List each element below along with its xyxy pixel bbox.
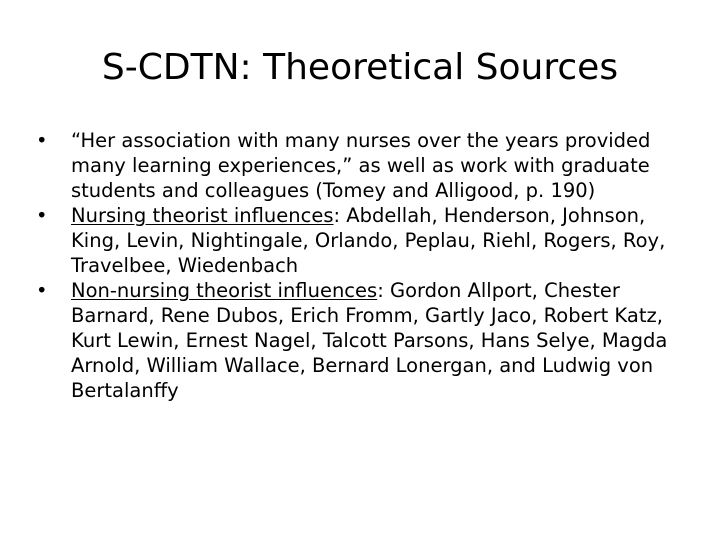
bullet-item-non-nursing-influences [36, 278, 686, 403]
bullet-lead: Non-nursing theorist influences [71, 279, 378, 302]
bullet-text: : Gordon Allport, Chester Barnard, Rene Dubos, Erich Fromm, Gartly Jaco, Robert Katz, Kurt Lewin, Ernest Nagel, Talcott Parsons, Hans Selye, Magda Arnold, William Wallace, Bernard Lonergan, and Ludwig von Bertalanffy [71, 279, 668, 402]
bullet-item-association [36, 128, 686, 203]
bullet-icon: • [36, 279, 48, 302]
bullet-list [36, 128, 686, 403]
bullet-item-nursing-influences [36, 203, 686, 278]
bullet-icon: • [36, 204, 48, 227]
bullet-icon: • [36, 129, 48, 152]
bullet-text: : Abdellah, Henderson, Johnson, King, Levin, Nightingale, Orlando, Peplau, Riehl, Rogers, Roy, Travelbee, Wiedenbach [71, 204, 666, 277]
slide-title: S-CDTN: Theoretical Sources [101, 47, 619, 88]
bullet-text: “Her association with many nurses over the years provided many learning experiences,” as well as work with graduate students and colleagues (Tomey and Alligood, p. 190) [71, 129, 651, 202]
bullet-lead: Nursing theorist influences [71, 204, 334, 227]
